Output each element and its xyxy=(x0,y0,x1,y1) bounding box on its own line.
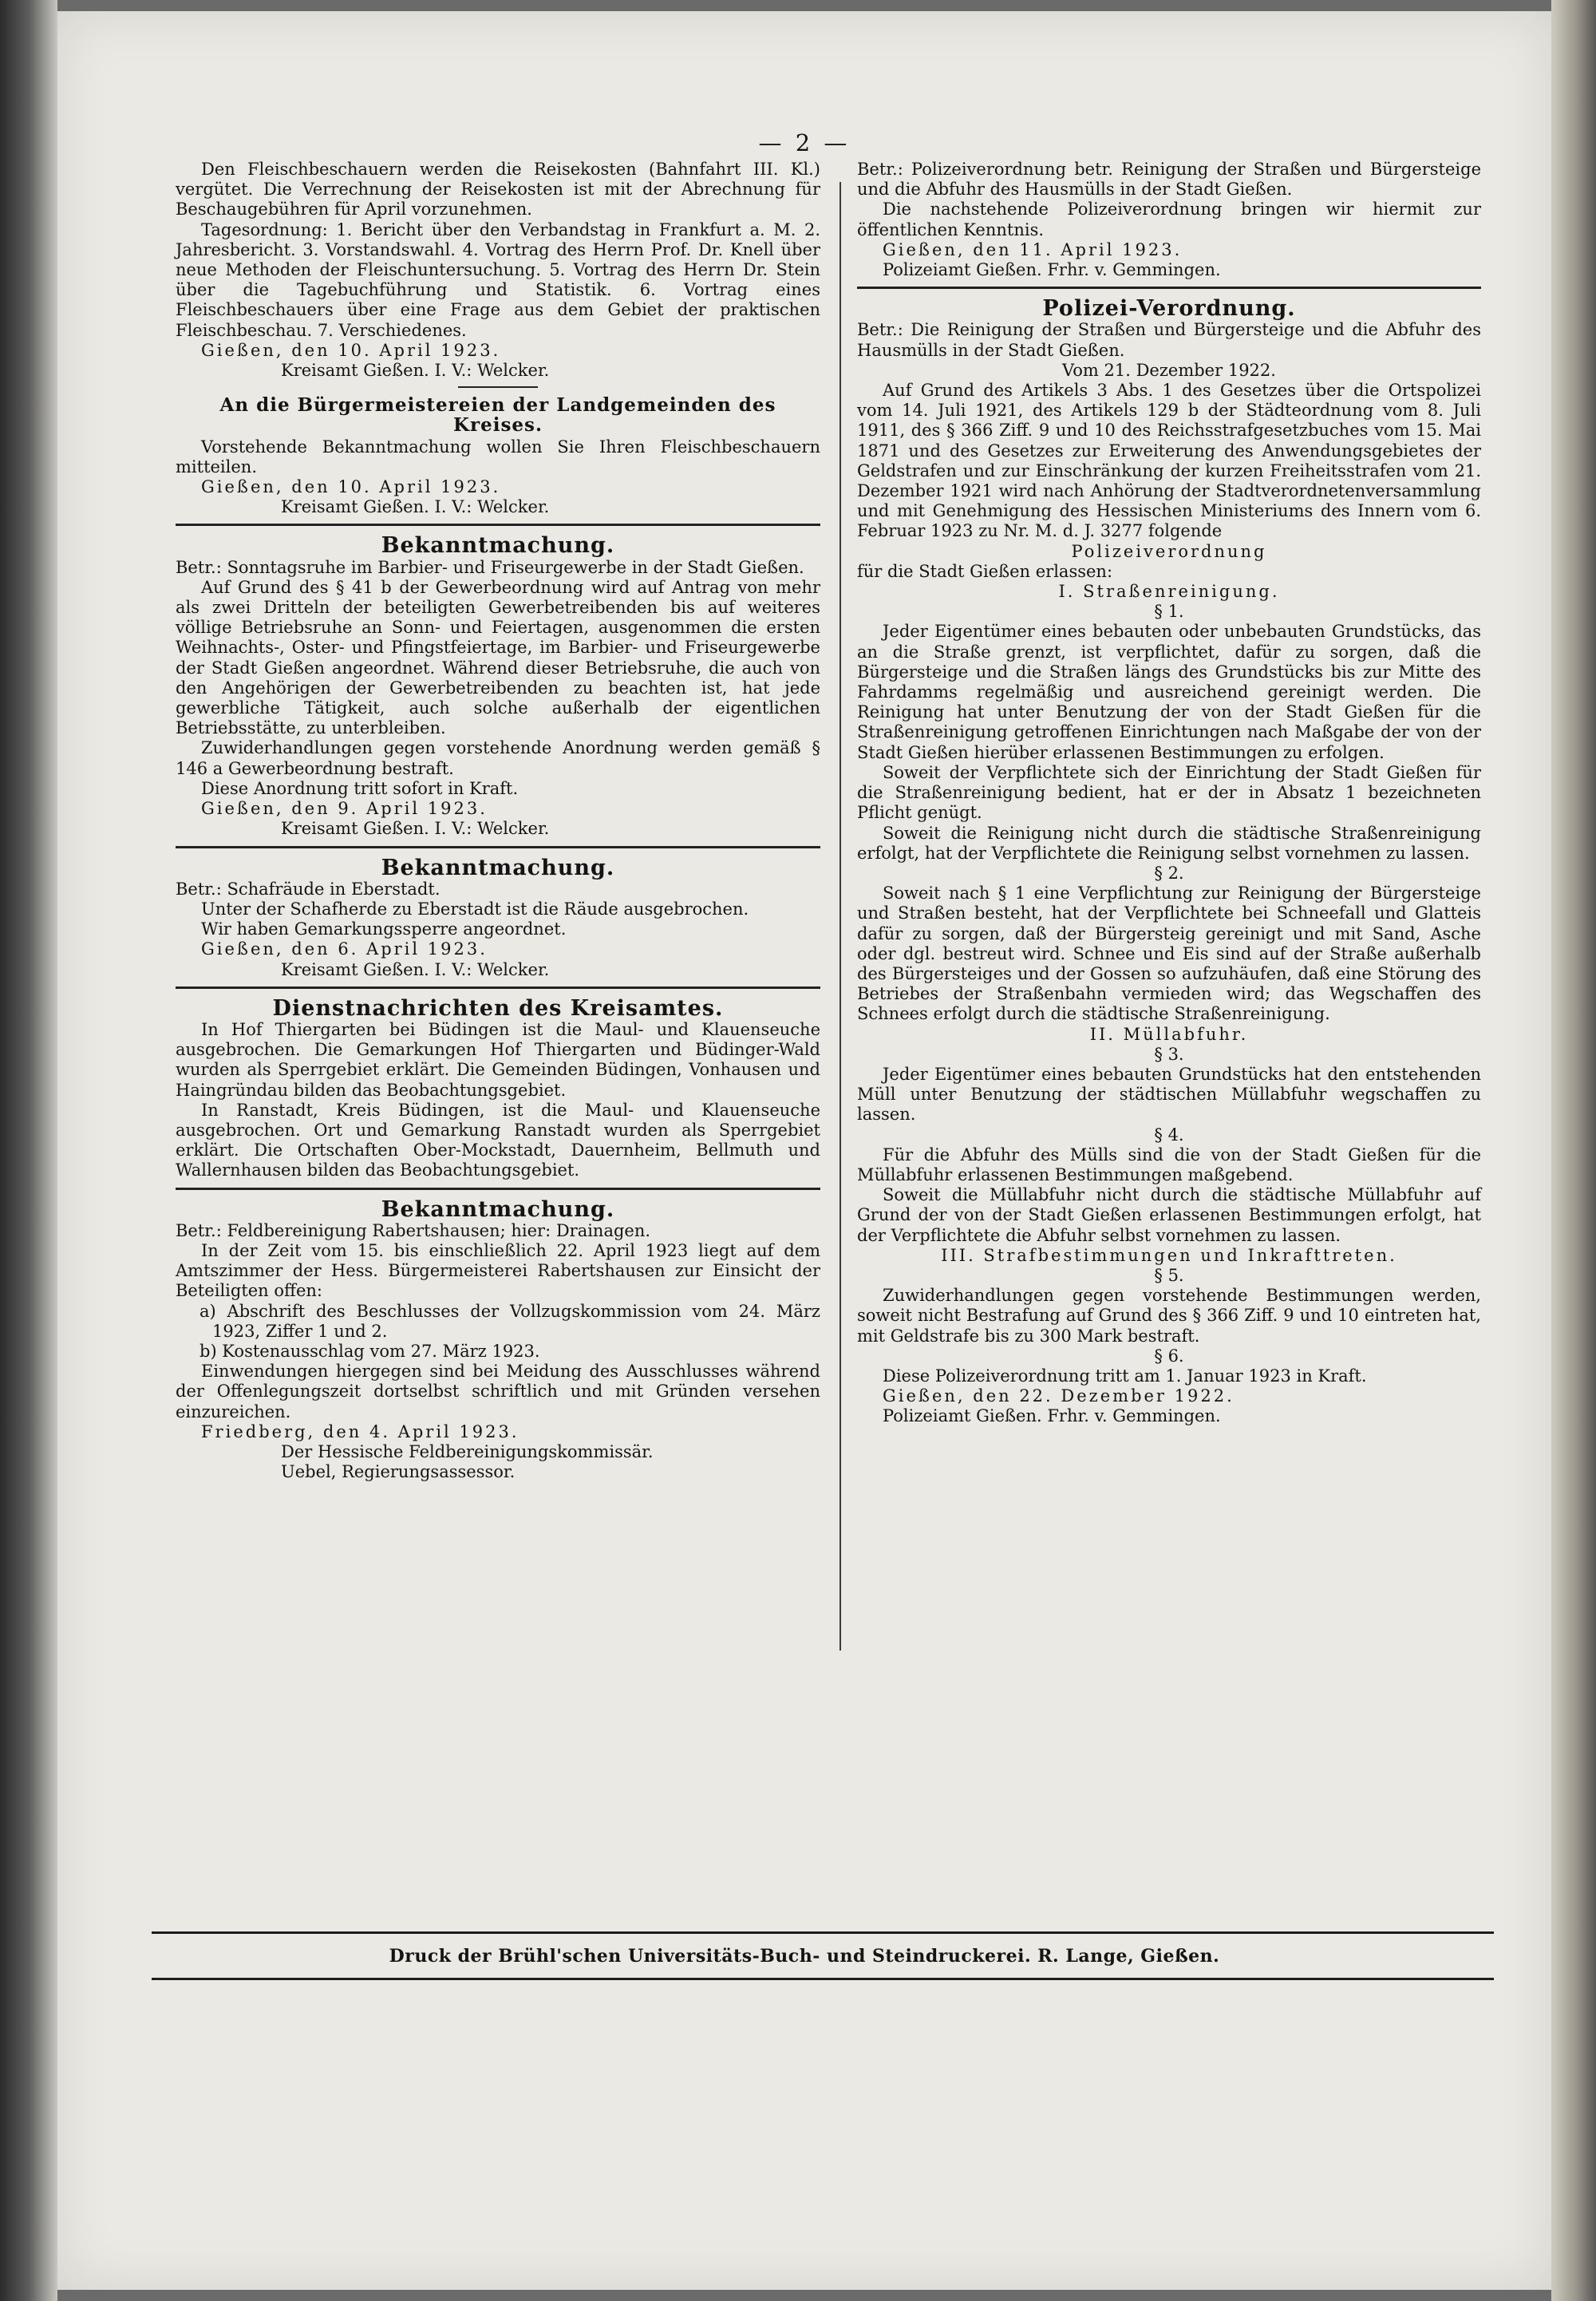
date-line: Vom 21. Dezember 1922. xyxy=(1062,360,1276,380)
list-item: b) Kostenausschlag vom 27. März 1923. xyxy=(200,1341,540,1361)
subsection-heading: III. Strafbestimmungen und Inkrafttreten. xyxy=(941,1245,1397,1265)
section-heading: Bekanntmachung. xyxy=(381,855,615,880)
paragraph-number: § 6. xyxy=(1154,1346,1184,1366)
subheading: Polizeiverordnung xyxy=(1071,541,1267,561)
place-date: Gießen, den 6. April 1923. xyxy=(201,939,488,959)
divider xyxy=(458,386,538,388)
section-rule xyxy=(176,1188,820,1190)
signature: Polizeiamt Gießen. Frhr. v. Gemmingen. xyxy=(883,1406,1221,1426)
section-rule xyxy=(857,287,1481,289)
paragraph-number: § 4. xyxy=(1154,1125,1184,1145)
paragraph: Einwendungen hiergegen sind bei Meidung des Ausschlusses während der Offenlegungszeit dortselbst schriftlich und mit Gründen versehen einzureichen. xyxy=(176,1362,820,1421)
section-rule xyxy=(176,524,820,526)
place-date: Gießen, den 10. April 1923. xyxy=(201,340,501,360)
section-heading: An die Bürgermeistereien der Landgemeinden des Kreises. xyxy=(219,394,776,437)
footer-rule-bottom xyxy=(152,1978,1494,1980)
paragraph: Die nachstehende Polizeiverordnung bringen wir hiermit zur öffentlichen Kenntnis. xyxy=(857,200,1481,239)
paragraph: Für die Abfuhr des Mülls sind die von der Stadt Gießen für die Müllabfuhr erlassenen Bestimmungen maßgebend. xyxy=(857,1145,1481,1184)
paragraph: Soweit der Verpflichtete sich der Einrichtung der Stadt Gießen für die Straßenreinigung bedient, hat er der in Absatz 1 bezeichneten Pflicht genügt. xyxy=(857,762,1481,823)
paragraph: Jeder Eigentümer eines bebauten Grundstücks hat den entstehenden Müll unter Benutzung der städtischen Müllabfuhr wegschaffen zu lassen. xyxy=(857,1064,1481,1125)
paragraph: Jeder Eigentümer eines bebauten oder unbebauten Grundstücks, das an die Straße grenzt, ist verpflichtet, dafür zu sorgen, daß die Bürgersteige und die Straßen längs des Grundstücks bis zur Mitte des Fahrdamms regelmäßig und ausreichend gereinigt werden. Die Reinigung hat unter Benutzung der von der Stadt Gießen für die Straßenreinigung getroffenen Einrichtungen nach Maßgabe der von der Stadt Gießen hierüber erlassenen Bestimmungen zu erfolgen. xyxy=(857,622,1481,762)
paragraph: Zuwiderhandlungen gegen vorstehende Bestimmungen werden, soweit nicht Bestrafung auf Grund des § 366 Ziff. 9 und 10 eintreten hat, mit Geldstrafe bis zu 300 Mark bestraft. xyxy=(857,1286,1481,1346)
book-spine xyxy=(0,0,57,2301)
section-rule xyxy=(176,986,820,989)
subject-line: Betr.: Feldbereinigung Rabertshausen; hier: Drainagen. xyxy=(176,1220,651,1240)
subject-line: Betr.: Schafräude in Eberstadt. xyxy=(176,879,440,899)
paragraph: Diese Polizeiverordnung tritt am 1. Januar 1923 in Kraft. xyxy=(883,1366,1367,1386)
paragraph: In der Zeit vom 15. bis einschließlich 22. April 1923 liegt auf dem Amtszimmer der Hess. Bürgermeisterei Rabertshausen zur Einsicht der Beteiligten offen: xyxy=(176,1240,820,1301)
left-column xyxy=(176,160,820,1482)
signature: Kreisamt Gießen. I. V.: Welcker. xyxy=(281,819,550,839)
place-date: Gießen, den 9. April 1923. xyxy=(201,799,488,819)
paragraph-number: § 1. xyxy=(1154,602,1184,622)
place-date: Gießen, den 22. Dezember 1922. xyxy=(883,1386,1235,1406)
agenda-paragraph: Tagesordnung: 1. Bericht über den Verbandstag in Frankfurt a. M. 2. Jahresbericht. 3. Vorstandswahl. 4. Vortrag des Herrn Prof. Dr. Knell über neue Methoden der Fleischuntersuchung. 5. Vortrag des Herrn Dr. Stein über die Tagebuchführung und Statistik. 6. Vortrag eines Fleischbeschauers über eine Frage aus dem Gebiet der praktischen Fleischbeschau. 7. Verschiedenes. xyxy=(176,219,820,340)
paragraph-number: § 5. xyxy=(1154,1265,1184,1285)
paragraph-number: § 2. xyxy=(1154,863,1184,883)
subsection-heading: II. Müllabfuhr. xyxy=(1089,1024,1249,1044)
right-column xyxy=(857,160,1481,1427)
paragraph: Soweit die Müllabfuhr nicht durch die städtische Müllabfuhr auf Grund der von der Stadt Gießen erlassenen Bestimmungen erfolgt, hat der Verpflichtete die Abfuhr selbst vornehmen zu lassen. xyxy=(857,1185,1481,1245)
paragraph-number: § 3. xyxy=(1154,1044,1184,1064)
paragraph: für die Stadt Gießen erlassen: xyxy=(857,561,1113,581)
paragraph: Den Fleischbeschauern werden die Reisekosten (Bahnfahrt III. Kl.) vergütet. Die Verrechnung der Reisekosten ist mit der Abrechnung für Beschaugebühren für April vorzunehmen. xyxy=(176,160,820,219)
paragraph: Soweit nach § 1 eine Verpflichtung zur Reinigung der Bürgersteige und Straßen besteht, hat der Verpflichtete bei Schneefall und Glatteis dafür zu sorgen, daß der Bürgersteig gereinigt und mit Sand, Asche oder dgl. bestreut wird. Schnee und Eis sind auf der Straße außerhalb des Bürgersteiges und der Gossen so aufzuhäufen, daß eine Störung des Betriebes der Straßenbahn vermieden wird; das Wegschaffen des Schnees erfolgt durch die städtische Straßenreinigung. xyxy=(857,884,1481,1024)
footer-rule-top xyxy=(152,1931,1494,1934)
page-number: — 2 — xyxy=(758,129,851,156)
paragraph: Auf Grund des § 41 b der Gewerbeordnung wird auf Antrag von mehr als zwei Dritteln der beteiligten Gewerbetreibenden bis auf weiteres völlige Betriebsruhe an Sonn- und Feiertagen, ausgenommen die ersten Weihnachts-, Oster- und Pfingstfeiertage, im Barbier- und Friseurgewerbe der Stadt Gießen angeordnet. Während dieser Betriebsruhe, die auch von den Angehörigen der Gewerbetreibenden zu beachten ist, hat jede gewerbliche Tätigkeit, auch solche außerhalb der eigentlichen Betriebsstätte, zu unterbleiben. xyxy=(176,577,820,738)
page-sheet xyxy=(57,11,1551,2290)
list-item: a) Abschrift des Beschlusses der Vollzugskommission vom 24. März 1923, Ziffer 1 und 2. xyxy=(200,1301,820,1341)
paragraph: Zuwiderhandlungen gegen vorstehende Anordnung werden gemäß § 146 a Gewerbeordnung bestraft. xyxy=(176,738,820,778)
column-divider xyxy=(839,182,841,1651)
subsection-heading: I. Straßenreinigung. xyxy=(1058,582,1280,602)
place-date: Gießen, den 11. April 1923. xyxy=(883,239,1183,259)
signature: Kreisamt Gießen. I. V.: Welcker. xyxy=(281,959,550,979)
printer-imprint: Druck der Brühl'schen Universitäts-Buch- und Steindruckerei. R. Lange, Gießen. xyxy=(389,1946,1220,1967)
subject-line: Betr.: Sonntagsruhe im Barbier- und Friseurgewerbe in der Stadt Gießen. xyxy=(176,557,804,577)
signature: Uebel, Regierungsassessor. xyxy=(281,1462,516,1482)
paragraph: Vorstehende Bekanntmachung wollen Sie Ihren Fleischbeschauern mitteilen. xyxy=(176,437,820,476)
section-heading: Dienstnachrichten des Kreisamtes. xyxy=(272,995,724,1021)
section-heading: Polizei-Verordnung. xyxy=(1042,296,1296,322)
signature: Kreisamt Gießen. I. V.: Welcker. xyxy=(281,361,550,381)
section-heading: Bekanntmachung. xyxy=(381,1196,615,1222)
paragraph: Unter der Schafherde zu Eberstadt ist die Räude ausgebrochen. xyxy=(201,899,749,919)
section-rule xyxy=(176,846,820,848)
paragraph: In Ranstadt, Kreis Büdingen, ist die Maul- und Klauenseuche ausgebrochen. Ort und Gemarkung Ranstadt wurden als Sperrgebiet erklärt. Die Ortschaften Ober-Mockstadt, Dauernheim, Bellmuth und Wallernhausen bilden das Beobachtungsgebiet. xyxy=(176,1100,820,1180)
paragraph: Wir haben Gemarkungssperre angeordnet. xyxy=(201,919,567,939)
paragraph: Soweit die Reinigung nicht durch die städtische Straßenreinigung erfolgt, hat der Verpflichtete die Reinigung selbst vornehmen zu lassen. xyxy=(857,823,1481,863)
subject-line: Betr.: Die Reinigung der Straßen und Bürgersteige und die Abfuhr des Hausmülls in der Stadt Gießen. xyxy=(857,320,1481,360)
paragraph: Diese Anordnung tritt sofort in Kraft. xyxy=(201,778,519,798)
signature: Polizeiamt Gießen. Frhr. v. Gemmingen. xyxy=(883,260,1221,280)
place-date: Gießen, den 10. April 1923. xyxy=(201,477,501,497)
paragraph: In Hof Thiergarten bei Büdingen ist die Maul- und Klauenseuche ausgebrochen. Die Gemarkungen Hof Thiergarten und Büdinger-Wald wurden als Sperrgebiet erklärt. Die Gemeinden Büdingen, Vonhausen und Haingründau bilden das Beobachtungsgebiet. xyxy=(176,1019,820,1100)
paragraph: Auf Grund des Artikels 3 Abs. 1 des Gesetzes über die Ortspolizei vom 14. Juli 1921, des Artikels 129 b der Städteordnung vom 8. Juli 1911, des § 366 Ziff. 9 und 10 des Reichsstrafgesetzbuches vom 15. Mai 1871 und des Gesetzes zur Erweiterung des Anwendungsgebietes der Geldstrafen und zur Einschränkung der kurzen Freiheitsstrafen vom 21. Dezember 1921 wird nach Anhörung der Stadtverordnetenversammlung und mit Genehmigung des Hessischen Ministeriums des Innern vom 6. Februar 1923 zu Nr. M. d. J. 3277 folgende xyxy=(857,381,1481,541)
subject-line: Betr.: Polizeiverordnung betr. Reinigung der Straßen und Bürgersteige und die Abfuhr des Hausmülls in der Stadt Gießen. xyxy=(857,160,1481,200)
signature: Der Hessische Feldbereinigungskommissär. xyxy=(281,1441,654,1461)
place-date: Friedberg, den 4. April 1923. xyxy=(201,1421,519,1441)
page-edge xyxy=(1551,0,1596,2301)
section-heading: Bekanntmachung. xyxy=(381,533,615,559)
signature: Kreisamt Gießen. I. V.: Welcker. xyxy=(281,497,550,517)
